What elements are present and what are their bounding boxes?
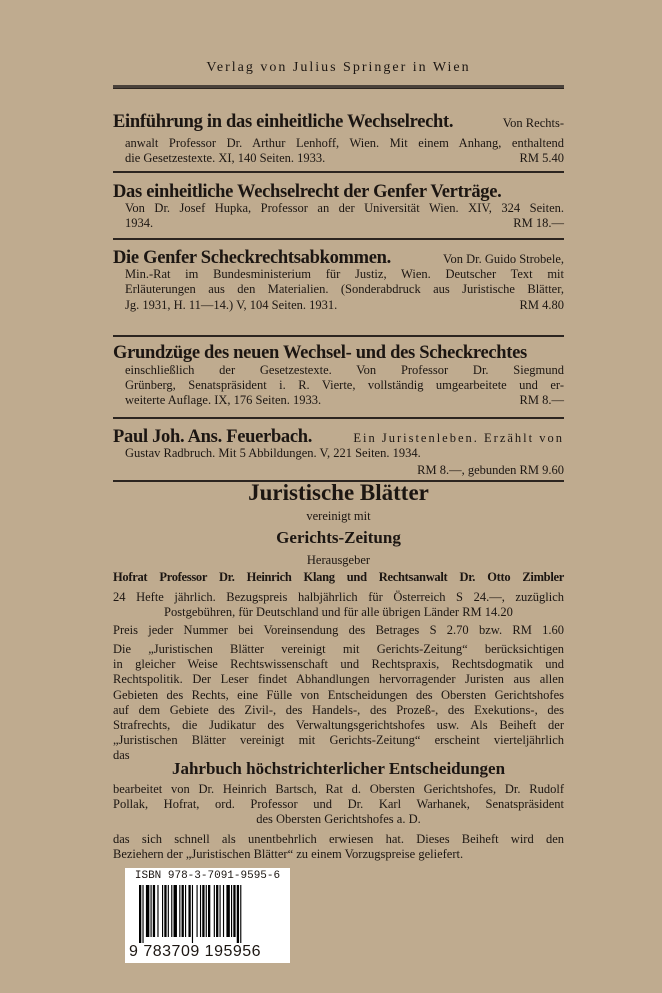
book-details: weiterte Auflage. IX, 176 Seiten. 1933. — [125, 393, 322, 407]
barcode-bar — [202, 885, 204, 937]
barcode-bar — [216, 885, 218, 937]
barcode-bar — [208, 885, 210, 937]
barcode-bar — [240, 885, 241, 943]
barcode-bar — [214, 885, 215, 937]
barcode-bar — [174, 885, 177, 937]
book-price: RM 18.— — [513, 216, 564, 230]
isbn-text: ISBN 978-3-7091-9595-6 — [134, 870, 281, 882]
barcode-digits: 9 783709 195956 — [129, 943, 262, 960]
book-price: RM 8.— — [519, 393, 564, 407]
barcode-bar — [168, 885, 169, 937]
barcode-bar — [139, 885, 141, 943]
supplement-editors-line: des Obersten Gerichtshofes a. D. — [256, 812, 421, 826]
section-rule — [113, 417, 564, 419]
book-title: Grundzüge des neuen Wechsel- und des Scheckrechtes — [113, 343, 527, 363]
book-details: Jg. 1931, H. 11—14.) V, 104 Seiten. 1931. — [125, 298, 338, 312]
book-details-line — [125, 298, 564, 313]
barcode-bar — [182, 885, 184, 937]
publisher-header: Verlag von Julius Springer in Wien — [206, 60, 471, 75]
journal-editors: Hofrat Professor Dr. Heinrich Klang und Rechtsanwalt Dr. Otto Zimbler — [113, 570, 564, 584]
barcode-bars — [139, 885, 277, 943]
barcode-bar — [151, 885, 152, 937]
barcode-bar — [162, 885, 163, 937]
book-price: RM 4.80 — [519, 298, 564, 312]
book-description-line: anwalt Professor Dr. Arthur Lenhoff, Wien. Mit einem Anhang, enthaltend — [125, 136, 564, 150]
barcode-bar — [231, 885, 232, 937]
barcode-bar — [223, 885, 224, 937]
barcode-bar — [200, 885, 201, 937]
barcode-bar — [192, 885, 193, 943]
book-description-line: Grünberg, Senatspräsident i. R. Vierte, vollständig umgearbeitete und er- — [125, 378, 564, 392]
barcode-bar — [237, 885, 239, 943]
book-title-tail: Ein Juristenleben. Erzählt von — [353, 431, 564, 445]
book-description-line: Min.-Rat im Bundesministerium für Justiz, Wien. Deutscher Text mit — [125, 267, 564, 281]
book-details-line — [125, 216, 564, 231]
journal-description-line: das — [113, 748, 130, 762]
book-description-line: Erläuterungen aus den Materialien. (Sonderabdruck aus Juristische Blätter, — [125, 282, 564, 296]
closing-line: das sich schnell als unentbehrlich erwiesen hat. Dieses Beiheft wird den — [113, 832, 564, 846]
editor-label: Herausgeber — [306, 553, 371, 567]
journal-description-line: Gebieten des Rechts, eine Fülle von Entscheidungen des Obersten Gerichtshofes — [113, 687, 564, 702]
barcode-bar — [153, 885, 155, 937]
book-title-line — [113, 111, 564, 134]
barcode-bar — [185, 885, 186, 937]
book-title-line — [113, 181, 564, 203]
book-details-line — [125, 151, 564, 166]
barcode-bar — [157, 885, 158, 937]
barcode-bar — [142, 885, 143, 943]
supplement-editors-line: Pollak, Hofrat, ord. Professor und Dr. Karl Warhanek, Senatspräsident — [113, 797, 564, 811]
barcode-bar — [179, 885, 180, 937]
journal-subtitle: vereinigt mit — [306, 509, 371, 523]
barcode-bar — [206, 885, 207, 937]
journal-description-line: Die „Juristischen Blätter vereinigt mit Gerichts-Zeitung“ berücksichtigen — [113, 642, 564, 656]
book-title: Einführung in das einheitliche Wechselrecht. — [113, 112, 454, 132]
barcode-bar — [146, 885, 149, 937]
barcode-bar — [188, 885, 190, 937]
journal-title-2: Gerichts-Zeitung — [276, 528, 401, 547]
journal-description-line: Strafrechts, die Judikatur des Verwaltungsgerichtshofes usw. Als Beiheft der — [113, 718, 564, 732]
barcode-bar — [233, 885, 235, 937]
barcode-bar — [197, 885, 198, 937]
book-title: Paul Joh. Ans. Feuerbach. — [113, 427, 313, 447]
section-rule — [113, 335, 564, 337]
book-details-line — [125, 393, 564, 408]
closing-line: Beziehern der „Juristischen Blätter“ zu einem Vorzugspreise geliefert. — [113, 847, 464, 861]
journal-description-line: in gleicher Weise Rechtswissenschaft und Rechtspraxis, Rechtsdogmatik und — [113, 657, 564, 672]
book-title-tail: Von Rechts- — [502, 116, 564, 130]
journal-description-line: Rechtspolitik. Der Leser findet Abhandlungen hervorragender Juristen aus allen — [113, 672, 564, 687]
header-double-rule — [113, 85, 564, 89]
supplement-editors-line: bearbeitet von Dr. Heinrich Bartsch, Rat d. Obersten Gerichtshofes, Dr. Rudolf — [113, 782, 564, 796]
book-price: RM 8.—, gebunden RM 9.60 — [417, 463, 564, 477]
book-title: Das einheitliche Wechselrecht der Genfer Verträge. — [113, 182, 502, 202]
section-rule — [113, 171, 564, 173]
isbn-barcode — [125, 868, 290, 963]
barcode-bar — [171, 885, 172, 937]
subscription-line: Postgebühren, für Deutschland und für alle übrigen Länder RM 14.20 — [164, 605, 513, 619]
barcode-bar — [220, 885, 221, 937]
book-title-line — [113, 342, 564, 364]
book-description-line: Von Dr. Josef Hupka, Professor an der Universität Wien. XIV, 324 Seiten. — [125, 201, 564, 215]
barcode-bar — [164, 885, 166, 937]
book-title-tail: Von Dr. Guido Strobele, — [443, 252, 564, 266]
book-title: Die Genfer Scheckrechtsabkommen. — [113, 248, 391, 268]
journal-title: Juristische Blätter — [248, 480, 429, 505]
book-details-line — [125, 446, 564, 461]
supplement-title: Jahrbuch höchstrichterlicher Entscheidungen — [171, 759, 506, 778]
section-rule — [113, 238, 564, 240]
journal-description-line: „Juristischen Blätter vereinigt mit Gerichts-Zeitung“ erscheint vierteljährlich — [113, 733, 564, 748]
book-details: 1934. — [125, 216, 154, 230]
book-price: RM 5.40 — [519, 151, 564, 165]
single-issue-price: Preis jeder Nummer bei Voreinsendung des Betrages S 2.70 bzw. RM 1.60 — [113, 623, 564, 637]
book-description-line: einschließlich der Gesetzestexte. Von Professor Dr. Siegmund — [125, 363, 564, 377]
book-details: Gustav Radbruch. Mit 5 Abbildungen. V, 221 Seiten. 1934. — [125, 446, 421, 460]
barcode-bar — [226, 885, 229, 937]
book-details: die Gesetzestexte. XI, 140 Seiten. 1933. — [125, 151, 326, 165]
subscription-line: 24 Hefte jährlich. Bezugspreis halbjährlich für Österreich S 24.—, zuzüglich — [113, 590, 564, 604]
journal-description-line: auf dem Gebiete des Zivil-, des Handels-, des Prozeß-, des Exekutions-, des — [113, 702, 564, 717]
